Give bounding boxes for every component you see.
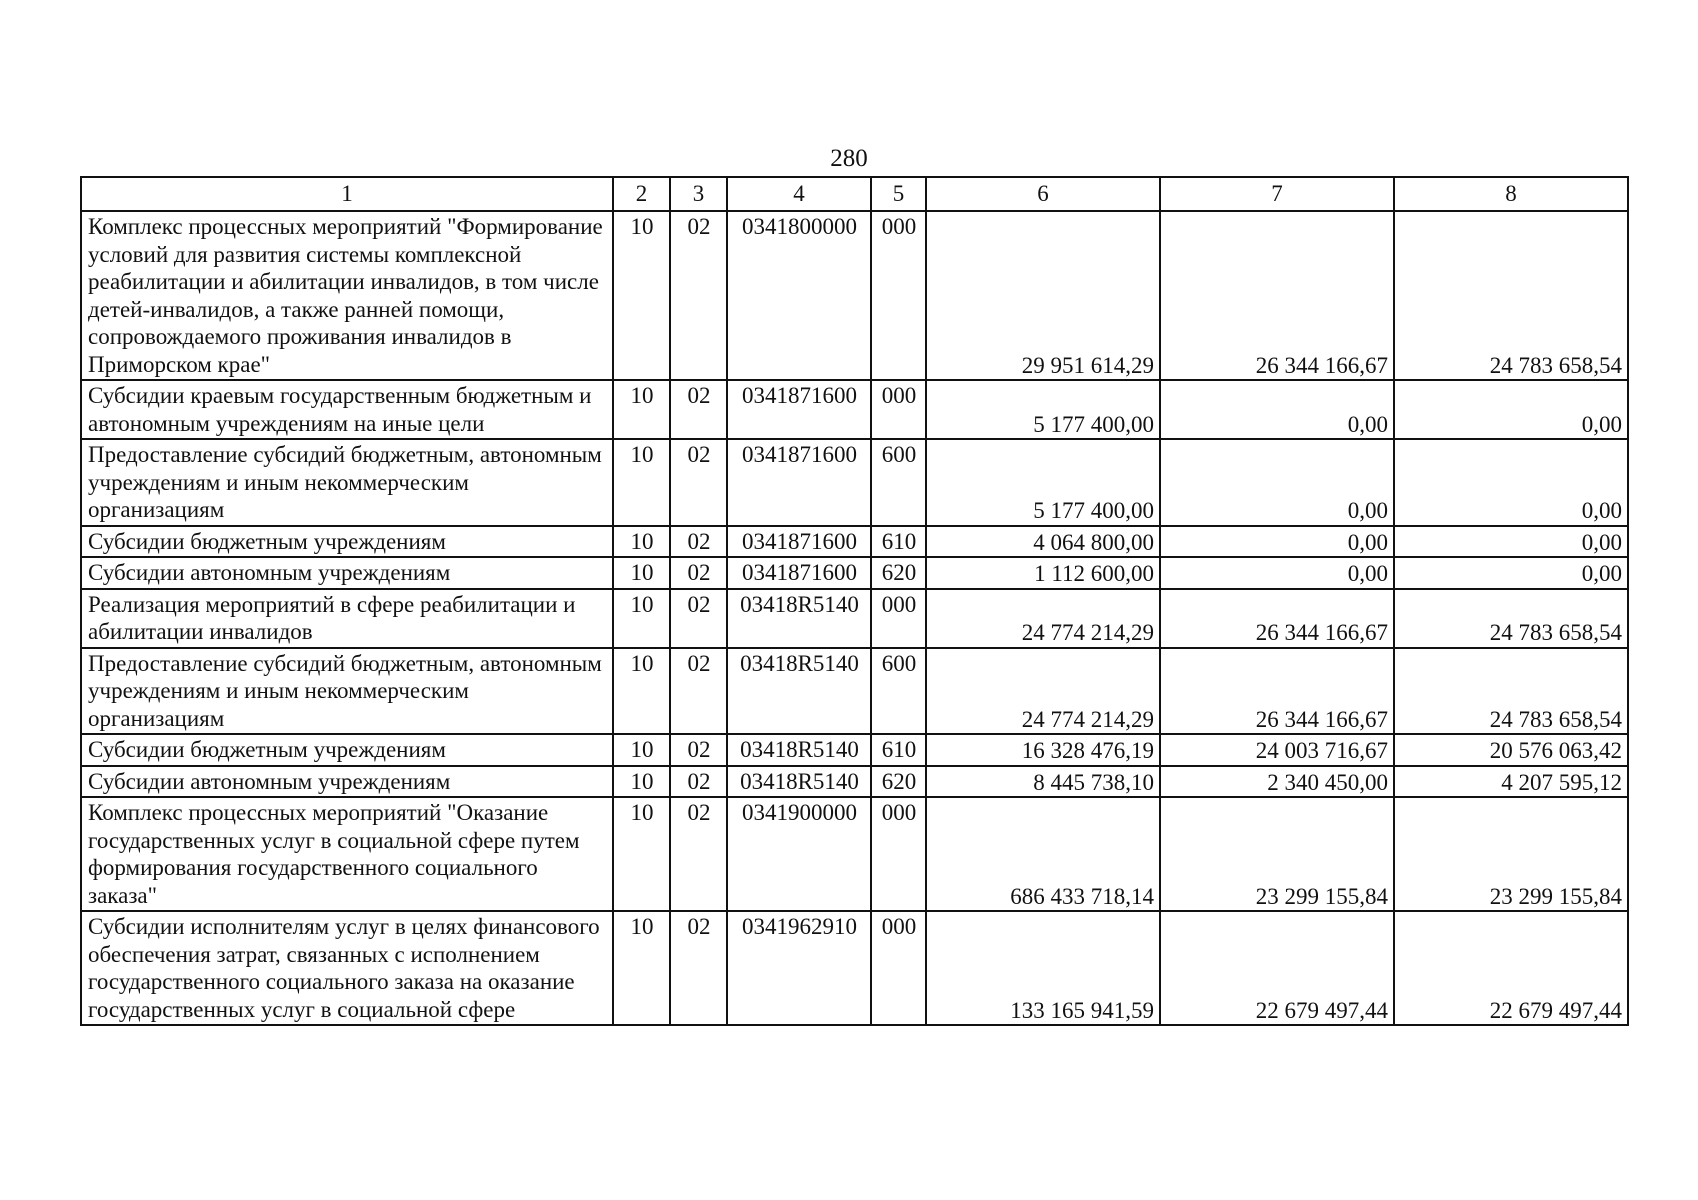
header-row xyxy=(81,177,1628,211)
subsection-code-cell: 02 xyxy=(670,648,727,735)
amount-col7-cell: 26 344 166,67 xyxy=(1160,211,1394,380)
subsection-code-cell: 02 xyxy=(670,911,727,1025)
amount-col6-cell: 5 177 400,00 xyxy=(926,380,1160,439)
target-article-cell: 0341871600 xyxy=(727,439,871,526)
amount-col7-cell: 0,00 xyxy=(1160,526,1394,558)
table-row xyxy=(81,211,1628,380)
table-row xyxy=(81,439,1628,526)
amount-col8-cell: 22 679 497,44 xyxy=(1394,911,1628,1025)
table-row xyxy=(81,797,1628,911)
header-cell: 2 xyxy=(613,177,670,211)
section-code-cell: 10 xyxy=(613,734,670,766)
header-cell: 3 xyxy=(670,177,727,211)
page-number: 280 xyxy=(830,145,868,172)
expense-type-cell: 620 xyxy=(871,557,926,589)
row-name-cell: Субсидии бюджетным учреждениям xyxy=(81,526,613,558)
subsection-code-cell: 02 xyxy=(670,211,727,380)
row-name-cell: Реализация мероприятий в сфере реабилитации и абилитации инвалидов xyxy=(81,589,613,648)
header-cell: 5 xyxy=(871,177,926,211)
header-cell: 4 xyxy=(727,177,871,211)
table-row xyxy=(81,766,1628,798)
budget-table xyxy=(80,176,1629,1026)
amount-col8-cell: 20 576 063,42 xyxy=(1394,734,1628,766)
table-row xyxy=(81,648,1628,735)
amount-col8-cell: 0,00 xyxy=(1394,526,1628,558)
subsection-code-cell: 02 xyxy=(670,589,727,648)
row-name-cell: Субсидии автономным учреждениям xyxy=(81,766,613,798)
target-article-cell: 0341800000 xyxy=(727,211,871,380)
target-article-cell: 0341900000 xyxy=(727,797,871,911)
expense-type-cell: 000 xyxy=(871,911,926,1025)
section-code-cell: 10 xyxy=(613,380,670,439)
expense-type-cell: 610 xyxy=(871,734,926,766)
subsection-code-cell: 02 xyxy=(670,797,727,911)
table-row xyxy=(81,557,1628,589)
table-row xyxy=(81,911,1628,1025)
target-article-cell: 0341871600 xyxy=(727,380,871,439)
table-row xyxy=(81,380,1628,439)
subsection-code-cell: 02 xyxy=(670,439,727,526)
amount-col8-cell: 24 783 658,54 xyxy=(1394,211,1628,380)
amount-col7-cell: 0,00 xyxy=(1160,557,1394,589)
row-name-cell: Субсидии краевым государственным бюджетным и автономным учреждениям на иные цели xyxy=(81,380,613,439)
subsection-code-cell: 02 xyxy=(670,557,727,589)
section-code-cell: 10 xyxy=(613,797,670,911)
target-article-cell: 0341962910 xyxy=(727,911,871,1025)
amount-col7-cell: 0,00 xyxy=(1160,439,1394,526)
amount-col7-cell: 24 003 716,67 xyxy=(1160,734,1394,766)
amount-col8-cell: 24 783 658,54 xyxy=(1394,589,1628,648)
amount-col6-cell: 8 445 738,10 xyxy=(926,766,1160,798)
target-article-cell: 03418R5140 xyxy=(727,589,871,648)
subsection-code-cell: 02 xyxy=(670,526,727,558)
row-name-cell: Субсидии исполнителям услуг в целях финансового обеспечения затрат, связанных с исполнением государственного социального заказа на оказание государственных услуг в социальной сфере xyxy=(81,911,613,1025)
target-article-cell: 0341871600 xyxy=(727,557,871,589)
section-code-cell: 10 xyxy=(613,766,670,798)
row-name-cell: Комплекс процессных мероприятий "Формирование условий для развития системы комплексной реабилитации и абилитации инвалидов, в том числе детей-инвалидов, а также ранней помощи, сопровождаемого проживания инвалидов в Приморском крае" xyxy=(81,211,613,380)
section-code-cell: 10 xyxy=(613,557,670,589)
header-cell: 6 xyxy=(926,177,1160,211)
row-name-cell: Субсидии автономным учреждениям xyxy=(81,557,613,589)
amount-col6-cell: 133 165 941,59 xyxy=(926,911,1160,1025)
amount-col7-cell: 22 679 497,44 xyxy=(1160,911,1394,1025)
amount-col6-cell: 16 328 476,19 xyxy=(926,734,1160,766)
amount-col8-cell: 0,00 xyxy=(1394,557,1628,589)
section-code-cell: 10 xyxy=(613,911,670,1025)
header-cell: 7 xyxy=(1160,177,1394,211)
expense-type-cell: 610 xyxy=(871,526,926,558)
section-code-cell: 10 xyxy=(613,648,670,735)
amount-col6-cell: 4 064 800,00 xyxy=(926,526,1160,558)
amount-col8-cell: 4 207 595,12 xyxy=(1394,766,1628,798)
row-name-cell: Комплекс процессных мероприятий "Оказание государственных услуг в социальной сфере путем формирования государственного социального заказа" xyxy=(81,797,613,911)
amount-col7-cell: 0,00 xyxy=(1160,380,1394,439)
amount-col7-cell: 26 344 166,67 xyxy=(1160,589,1394,648)
expense-type-cell: 000 xyxy=(871,380,926,439)
expense-type-cell: 000 xyxy=(871,589,926,648)
table-row xyxy=(81,589,1628,648)
amount-col8-cell: 24 783 658,54 xyxy=(1394,648,1628,735)
subsection-code-cell: 02 xyxy=(670,734,727,766)
target-article-cell: 03418R5140 xyxy=(727,766,871,798)
header-cell: 1 xyxy=(81,177,613,211)
expense-type-cell: 000 xyxy=(871,797,926,911)
amount-col6-cell: 686 433 718,14 xyxy=(926,797,1160,911)
target-article-cell: 03418R5140 xyxy=(727,734,871,766)
expense-type-cell: 000 xyxy=(871,211,926,380)
section-code-cell: 10 xyxy=(613,439,670,526)
amount-col7-cell: 26 344 166,67 xyxy=(1160,648,1394,735)
row-name-cell: Предоставление субсидий бюджетным, автономным учреждениям и иным некоммерческим организациям xyxy=(81,439,613,526)
amount-col8-cell: 0,00 xyxy=(1394,439,1628,526)
table-row xyxy=(81,526,1628,558)
subsection-code-cell: 02 xyxy=(670,766,727,798)
amount-col7-cell: 23 299 155,84 xyxy=(1160,797,1394,911)
amount-col6-cell: 24 774 214,29 xyxy=(926,648,1160,735)
amount-col6-cell: 24 774 214,29 xyxy=(926,589,1160,648)
amount-col8-cell: 23 299 155,84 xyxy=(1394,797,1628,911)
expense-type-cell: 600 xyxy=(871,439,926,526)
row-name-cell: Предоставление субсидий бюджетным, автономным учреждениям и иным некоммерческим организациям xyxy=(81,648,613,735)
expense-type-cell: 620 xyxy=(871,766,926,798)
table-row xyxy=(81,734,1628,766)
target-article-cell: 03418R5140 xyxy=(727,648,871,735)
amount-col7-cell: 2 340 450,00 xyxy=(1160,766,1394,798)
expense-type-cell: 600 xyxy=(871,648,926,735)
header-cell: 8 xyxy=(1394,177,1628,211)
amount-col8-cell: 0,00 xyxy=(1394,380,1628,439)
subsection-code-cell: 02 xyxy=(670,380,727,439)
amount-col6-cell: 29 951 614,29 xyxy=(926,211,1160,380)
amount-col6-cell: 1 112 600,00 xyxy=(926,557,1160,589)
target-article-cell: 0341871600 xyxy=(727,526,871,558)
amount-col6-cell: 5 177 400,00 xyxy=(926,439,1160,526)
section-code-cell: 10 xyxy=(613,526,670,558)
row-name-cell: Субсидии бюджетным учреждениям xyxy=(81,734,613,766)
section-code-cell: 10 xyxy=(613,589,670,648)
section-code-cell: 10 xyxy=(613,211,670,380)
